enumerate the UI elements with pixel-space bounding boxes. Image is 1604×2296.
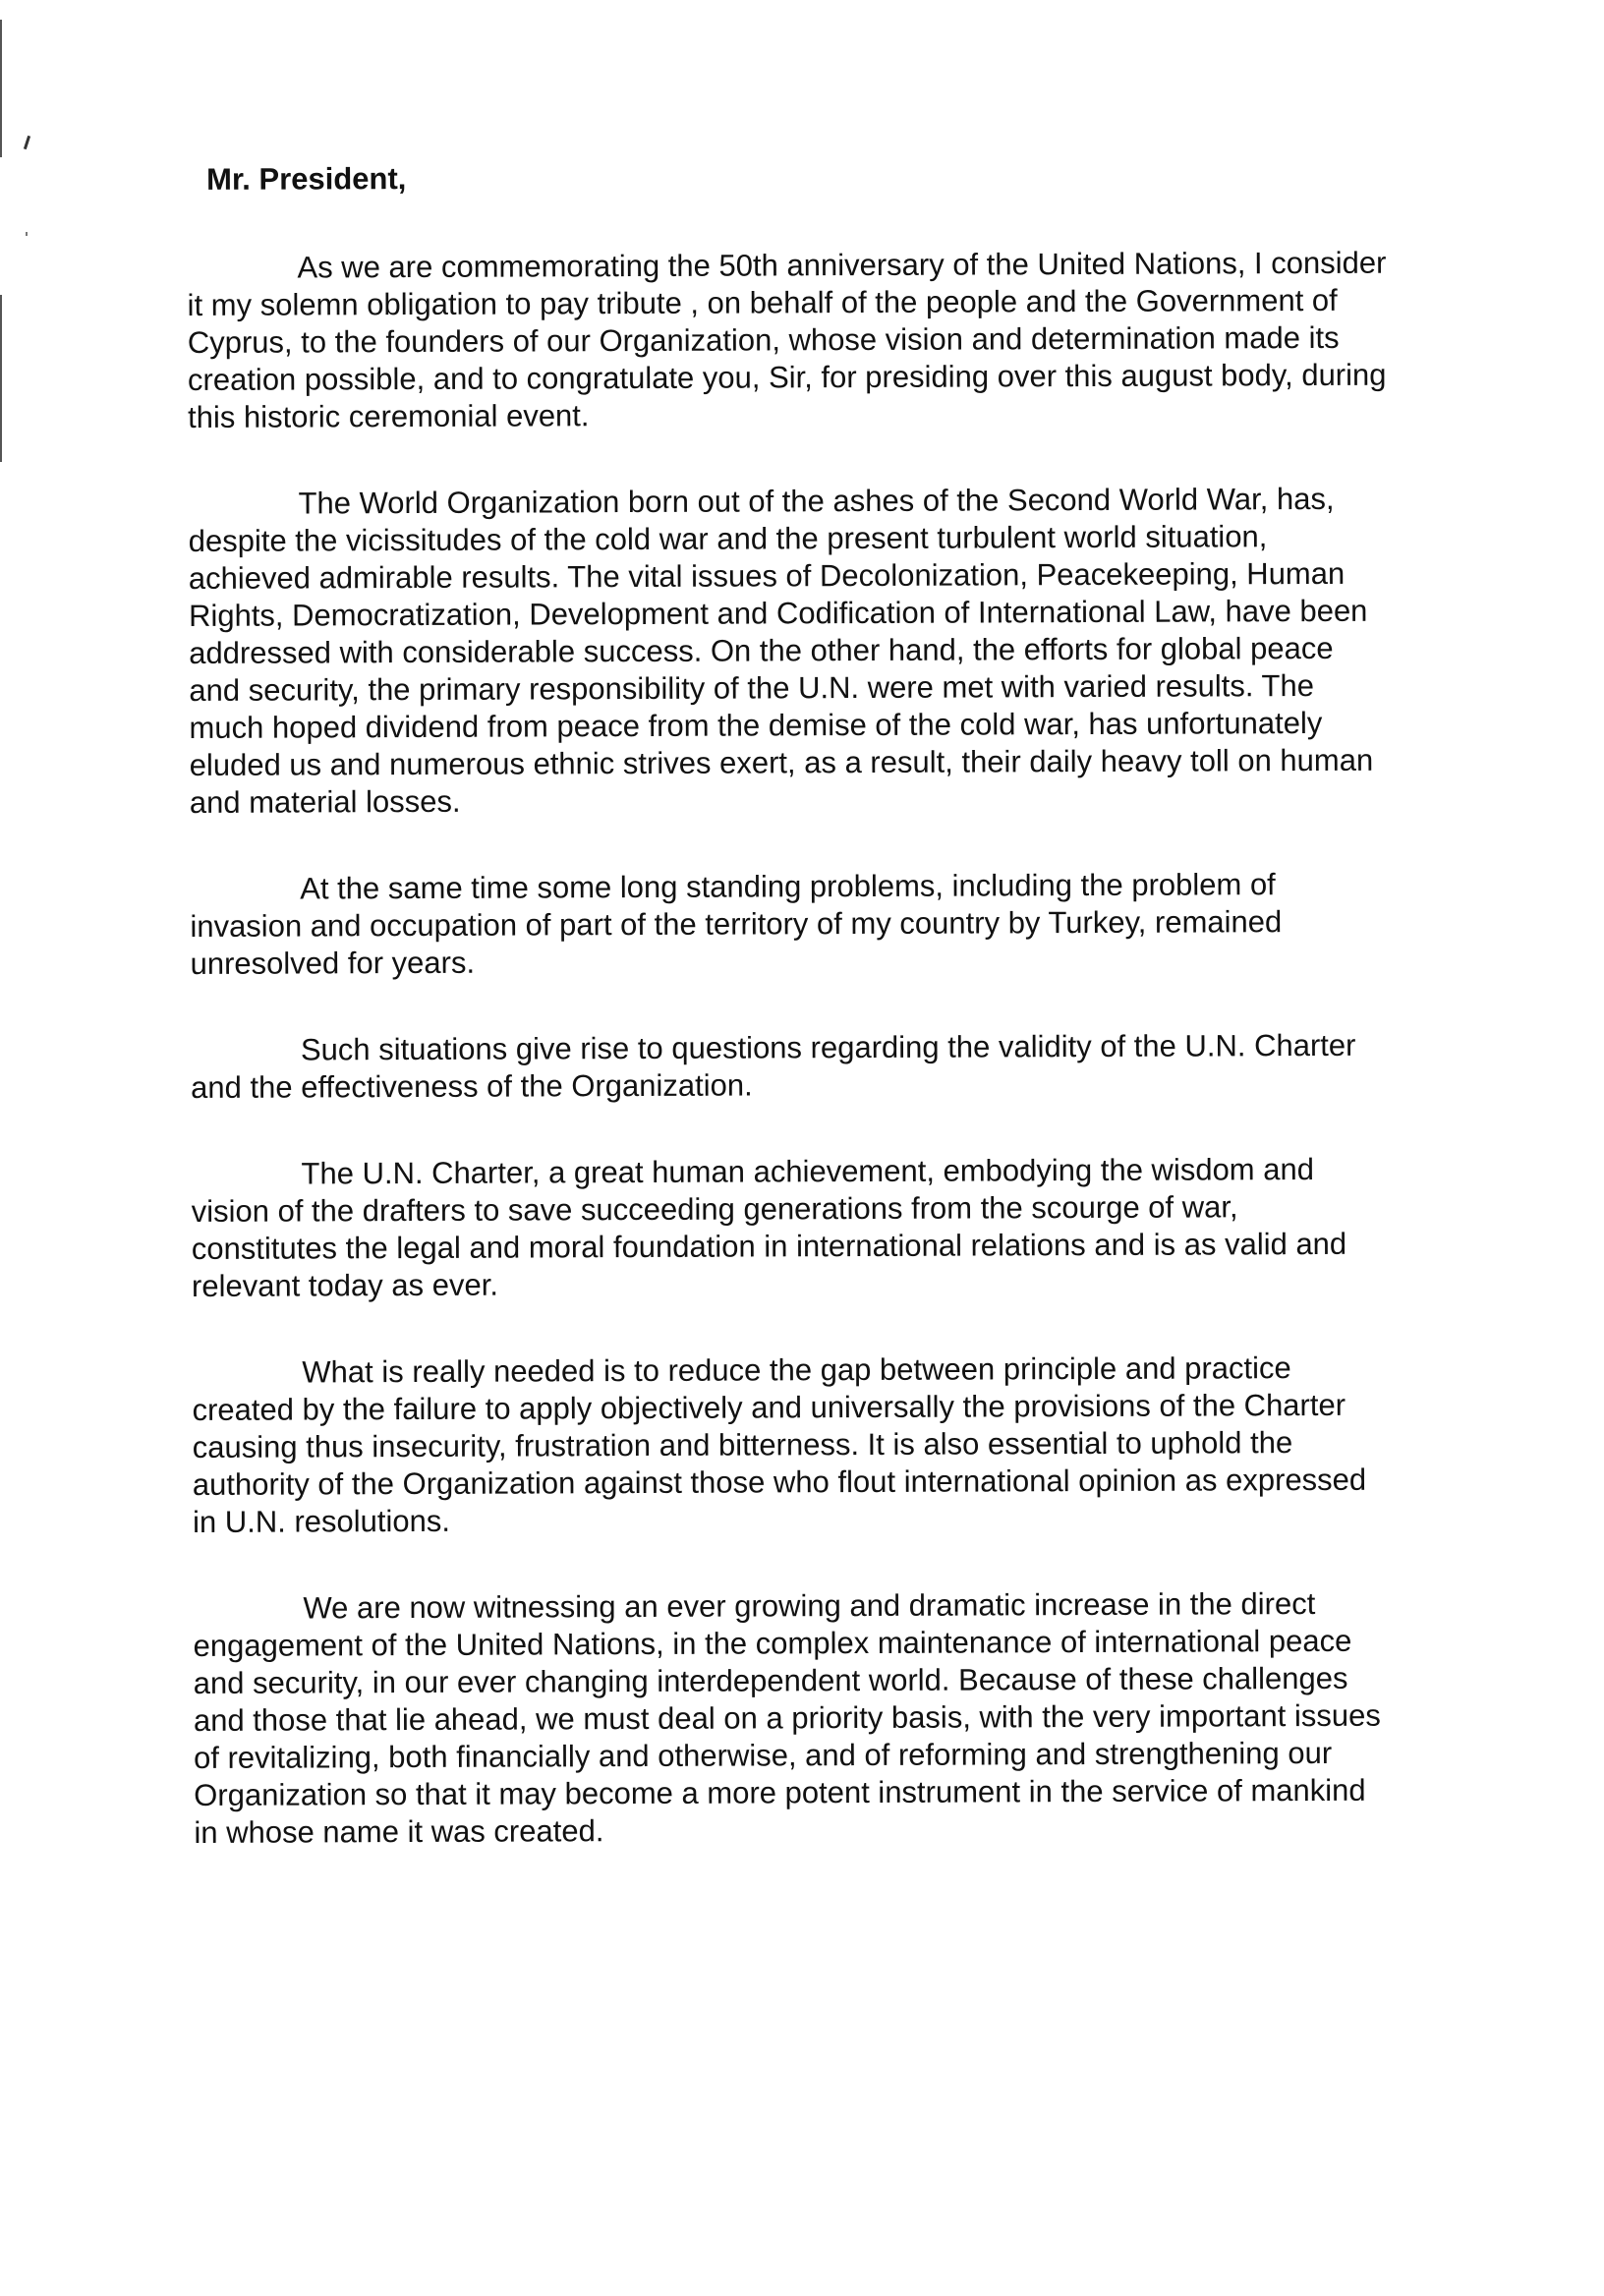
- paragraph-revitalizing-reform: We are now witnessing an ever growing and dramatic increase in the direct engagement of the United Nations, in the complex maintenance of international peace and security, in our ever changing interdependent world. Because of these challenges and those that lie ahead, we must deal on a priority basis, with the very important issues of revitalizing, both financially and otherwise, and of reforming and strengthening our Organization so that it may become a more potent instrument in the service of mankind in whose name it was created.: [193, 1586, 1381, 1850]
- paragraph-anniversary-tribute: As we are commemorating the 50th anniversary of the United Nations, I consider it my solemn obligation to pay tribute , on behalf of the people and the Government of Cyprus, to the founders of our Organization, whose vision and determination made its creation possible, and to congratulate you, Sir, for presiding over this august body, during this historic ceremonial event.: [187, 245, 1387, 434]
- paragraph-charter-achievement: The U.N. Charter, a great human achievement, embodying the wisdom and vision of the drafters to save succeeding generations from the scourge of war, constitutes the legal and moral foundation in international relations and is as valid and relevant today as ever.: [191, 1152, 1347, 1303]
- paragraph-unresolved-problems: At the same time some long standing problems, including the problem of invasion and occupation of part of the territory of my country by Turkey, remained unresolved for years.: [190, 867, 1283, 981]
- salutation: Mr. President,: [206, 161, 407, 197]
- scan-edge-artifact: [0, 20, 2, 157]
- paragraph-principle-practice: What is really needed is to reduce the gap between principle and practice created by the failure to apply objectively and universally the provisions of the Charter causing thus insecurity, frustration and bitterness. It is also essential to uphold the authority of the Organization against those who flout international opinion as expressed in U.N. resolutions.: [192, 1350, 1367, 1539]
- scan-edge-artifact: [0, 295, 2, 462]
- scan-mark-artifact: [24, 136, 30, 149]
- paragraph-organization-results: The World Organization born out of the ashes of the Second World War, has, despite the vicissitudes of the cold war and the present turbulent world situation, achieved admirable results. The vital issues of Decolonization, Peacekeeping, Human Rights, Democratization, Development and Codification of International Law, have been addressed with considerable success. On the other hand, the efforts for global peace and security, the primary responsibility of the U.N. were met with varied results. The much hoped dividend from peace from the demise of the cold war, has unfortunately eluded us and numerous ethnic strives exert, as a result, their daily heavy toll on human and material losses.: [188, 481, 1374, 820]
- scan-dot-artifact: [26, 232, 28, 236]
- letter-body: [187, 156, 1394, 1901]
- paragraph-charter-questions: Such situations give rise to questions regarding the validity of the U.N. Charter and the effectiveness of the Organization.: [191, 1027, 1356, 1105]
